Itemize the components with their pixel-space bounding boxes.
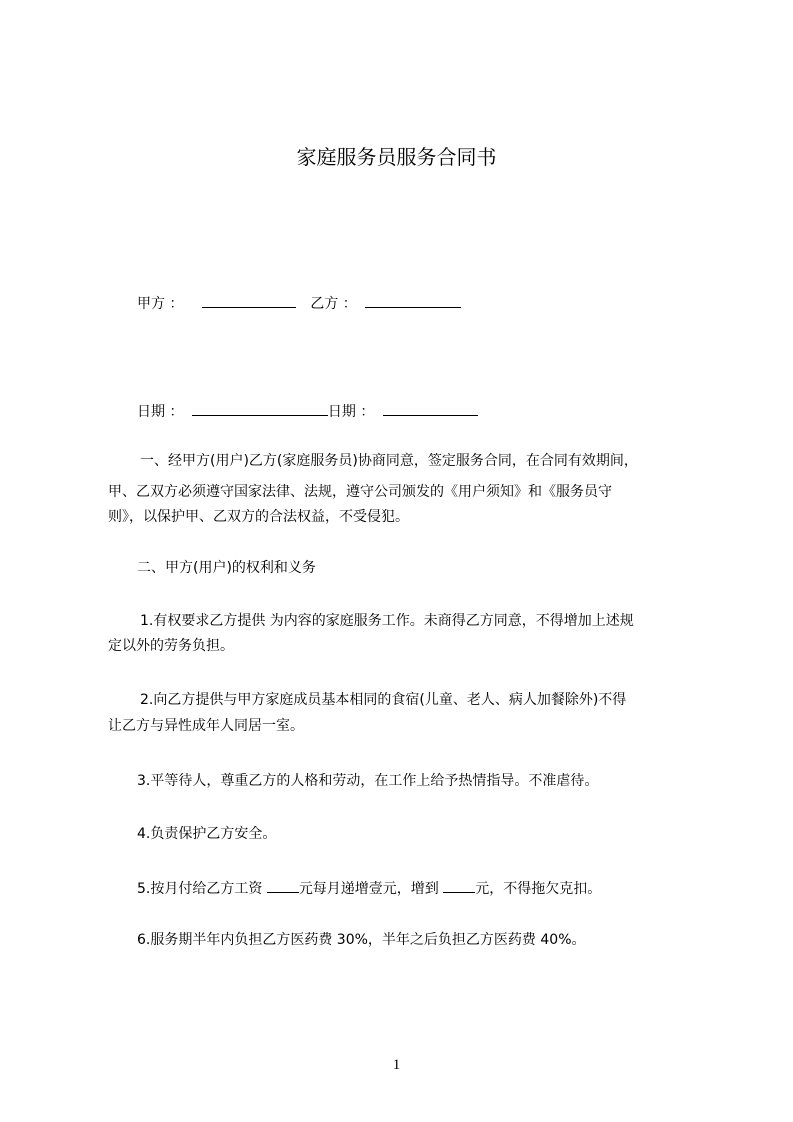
document-title: 家庭服务员服务合同书 <box>296 145 497 169</box>
page-number: 1 <box>392 1057 401 1073</box>
date-a-label: 日期 ： <box>137 404 184 420</box>
date-b-blank <box>383 402 478 416</box>
item2-line1: 2.向乙方提供与甲方家庭成员基本相同的食宿(儿童、老人、病人加餐除外)不得 <box>140 692 627 708</box>
salary-blank <box>267 879 299 893</box>
item5 <box>137 879 601 897</box>
clause2-heading: 二、甲方(用户)的权利和义务 <box>137 560 316 576</box>
clause1-line3: 则》，以保护甲、乙双方的合法权益，不受侵犯。 <box>108 509 409 525</box>
item5-part1: 5.按月付给乙方工资 <box>137 881 267 897</box>
date-b-label: 日期 ： <box>327 404 375 420</box>
party-a-label: 甲方 ： <box>137 296 184 312</box>
party-a-blank <box>202 294 296 308</box>
item2-line2: 让乙方与异性成年人同居一室。 <box>108 718 304 734</box>
item1-line2: 定以外的劳务负担。 <box>108 638 234 654</box>
max-salary-blank <box>443 879 475 893</box>
item6: 6.服务期半年内负担乙方医药费 30%，半年之后负担乙方医药费 40%。 <box>137 932 586 948</box>
clause1-line2: 甲、乙双方必须遵守国家法律、法规，遵守公司颁发的《用户须知》和《服务员守 <box>108 484 612 500</box>
date-a-blank <box>192 402 328 416</box>
dates-line <box>137 402 478 420</box>
item1-line1: 1.有权要求乙方提供 为内容的家庭服务工作。未商得乙方同意，不得增加上述规 <box>140 613 634 629</box>
clause1-line1: 一、经甲方(用户)乙方(家庭服务员)协商同意，签定服务合同，在合同有效期间， <box>140 453 638 469</box>
item5-part2: 元每月递增壹元，增到 <box>298 881 444 897</box>
party-b-blank <box>365 294 461 308</box>
item3: 3.平等待人，尊重乙方的人格和劳动，在工作上给予热情指导。不准虐待。 <box>137 773 599 789</box>
item5-part3: 元，不得拖欠克扣。 <box>475 881 602 897</box>
item4: 4.负责保护乙方安全。 <box>137 826 277 842</box>
party-b-label: 乙方 ： <box>310 296 357 312</box>
parties-line <box>137 294 461 312</box>
